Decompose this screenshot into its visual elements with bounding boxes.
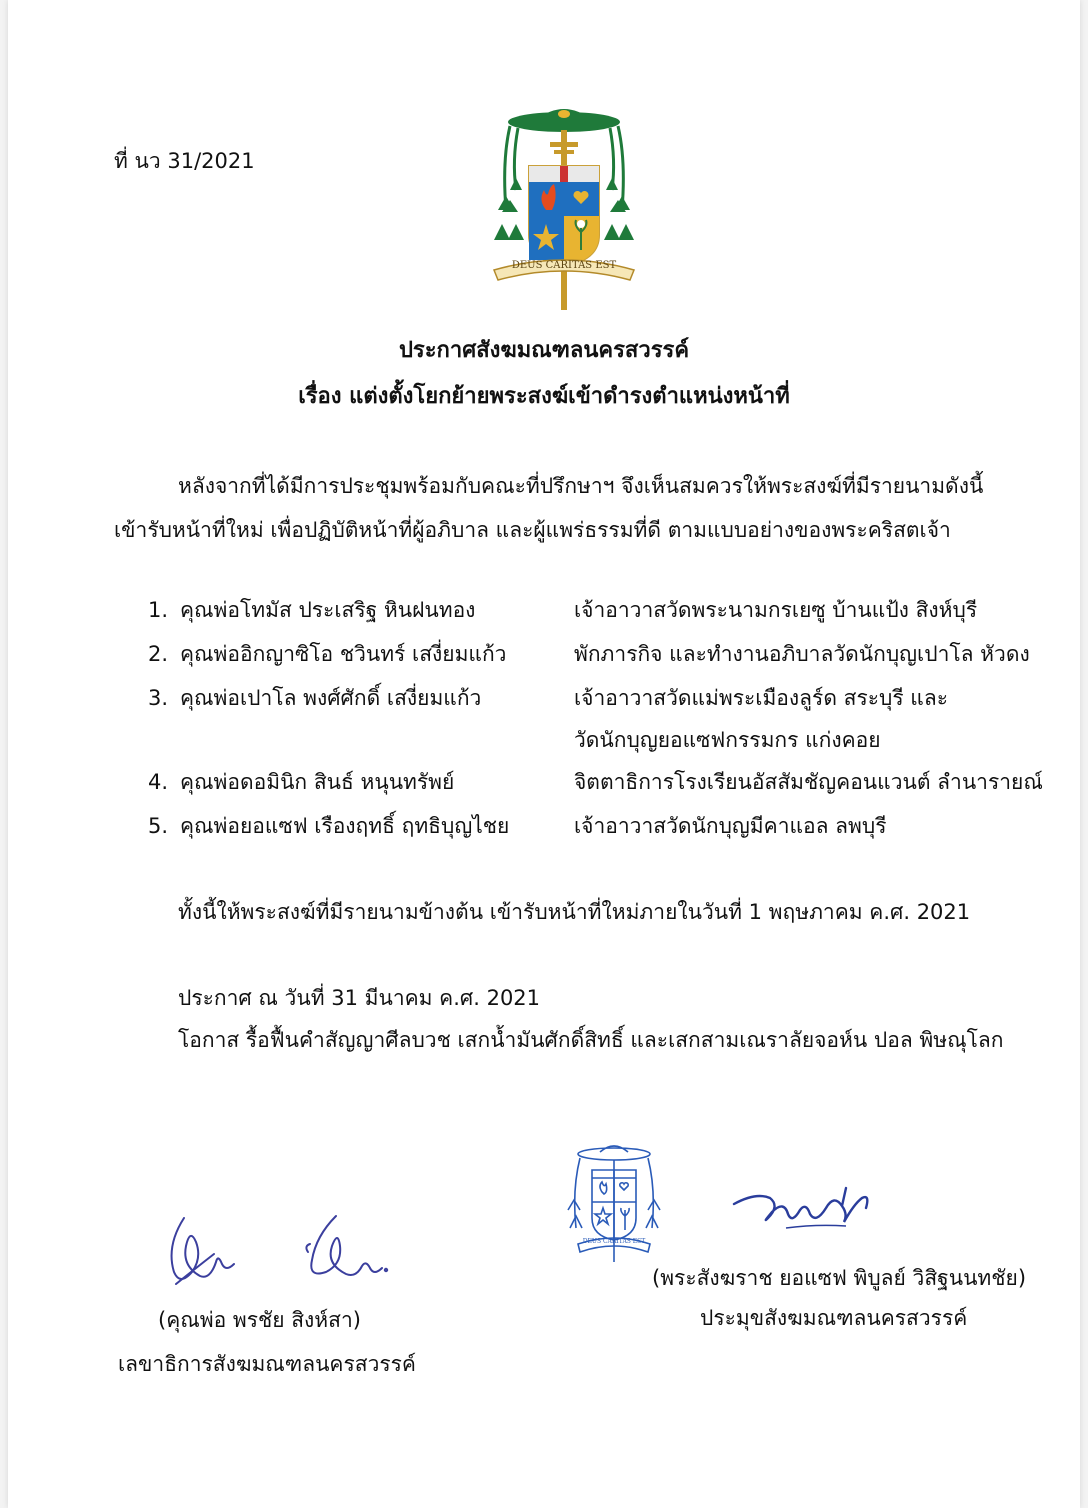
intro-line-2: เข้ารับหน้าที่ใหม่ เพื่อปฏิบัติหน้าที่ผู้อภิบาล และผู้แพร่ธรรมที่ดี ตามแบบอย่างของพระคริสตเจ้า xyxy=(114,518,951,542)
appointment-position: เจ้าอาวาสวัดแม่พระเมืองลูร์ด สระบุรี และ xyxy=(574,686,948,710)
appointment-number: 3. xyxy=(147,686,168,710)
signer-right-name: (พระสังฆราช ยอแซฟ พิบูลย์ วิสิฐนนทชัย) xyxy=(652,1266,1027,1290)
appointment-name: คุณพ่ออิกญาซิโอ ชวินทร์ เสงี่ยมแก้ว xyxy=(180,642,507,666)
official-stamp-image xyxy=(564,1140,664,1270)
appointment-position: จิตตาธิการโรงเรียนอัสสัมชัญคอนแวนต์ ลำนารายณ์ xyxy=(574,770,1043,794)
signer-left-title: เลขาธิการสังฆมณฑลนครสวรรค์ xyxy=(118,1352,416,1376)
signer-left-name: (คุณพ่อ พรชัย สิงห์สา) xyxy=(158,1308,361,1332)
appointment-position: เจ้าอาวาสวัดนักบุญมีคาแอล ลพบุรี xyxy=(574,814,887,838)
title-line-2: เรื่อง แต่งตั้งโยกย้ายพระสงฆ์เข้าดำรงตำแหน่งหน้าที่ xyxy=(298,384,790,409)
appointment-number: 2. xyxy=(147,642,168,666)
signer-right-title: ประมุขสังฆมณฑลนครสวรรค์ xyxy=(700,1306,968,1330)
appointment-number: 5. xyxy=(147,814,168,838)
appointment-position: พักภารกิจ และทำงานอภิบาลวัดนักบุญเปาโล หัวดง xyxy=(574,642,1030,666)
coat-of-arms-image xyxy=(484,100,644,310)
announce-date: ประกาศ ณ วันที่ 31 มีนาคม ค.ศ. 2021 xyxy=(178,986,541,1010)
crest-motto: DEUS CARITAS EST xyxy=(511,260,617,271)
appointment-number: 1. xyxy=(147,598,168,622)
secretary-signature-image xyxy=(156,1206,396,1296)
title-line-1: ประกาศสังฆมณฑลนครสวรรค์ xyxy=(398,338,690,363)
document-page xyxy=(8,0,1080,1508)
appointment-name: คุณพ่อเปาโล พงศ์ศักดิ์ เสงี่ยมแก้ว xyxy=(180,686,482,710)
appointment-position-continued: วัดนักบุญยอแซฟกรรมกร แก่งคอย xyxy=(574,728,881,752)
bishop-signature-image xyxy=(726,1184,886,1244)
intro-line-1: หลังจากที่ได้มีการประชุมพร้อมกับคณะที่ปรึกษาฯ จึงเห็นสมควรให้พระสงฆ์ที่มีรายนามดังนี้ xyxy=(178,474,984,498)
appointment-position: เจ้าอาวาสวัดพระนามกรเยซู บ้านแป้ง สิงห์บุรี xyxy=(574,598,978,622)
appointment-name: คุณพ่อโทมัส ประเสริฐ หินฝนทอง xyxy=(180,598,476,622)
effective-date-line: ทั้งนี้ให้พระสงฆ์ที่มีรายนามข้างต้น เข้ารับหน้าที่ใหม่ภายในวันที่ 1 พฤษภาคม ค.ศ. 2021 xyxy=(178,900,971,924)
appointment-number: 4. xyxy=(147,770,168,794)
document-number: ที่ นว 31/2021 xyxy=(114,149,255,173)
occasion-line: โอกาส รื้อฟื้นคำสัญญาศีลบวช เสกน้ำมันศักดิ์สิทธิ์ และเสกสามเณราลัยจอห์น ปอล พิษณุโลก xyxy=(178,1028,1004,1052)
appointment-name: คุณพ่อดอมินิก สินธ์ หนุนทรัพย์ xyxy=(180,770,455,794)
appointment-name: คุณพ่อยอแซฟ เรืองฤทธิ์ ฤทธิบุญไชย xyxy=(180,814,510,838)
stamp-motto: DEUS CARITAS EST xyxy=(582,1238,646,1245)
